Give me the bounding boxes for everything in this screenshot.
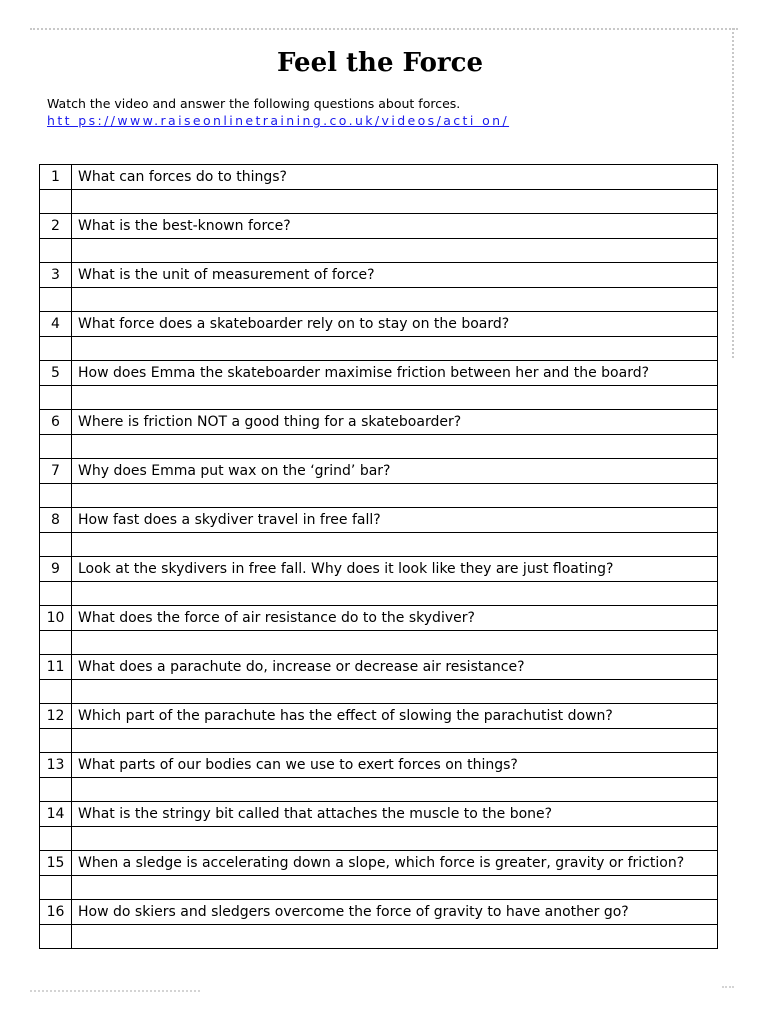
answer-row	[40, 337, 718, 361]
question-number: 5	[40, 361, 72, 386]
question-text: How does Emma the skateboarder maximise friction between her and the board?	[72, 361, 718, 386]
answer-number-cell	[40, 778, 72, 802]
answer-number-cell	[40, 582, 72, 606]
question-row	[40, 508, 718, 533]
question-row	[40, 606, 718, 631]
question-number: 3	[40, 263, 72, 288]
question-number: 11	[40, 655, 72, 680]
video-link[interactable]: htt ps://www.raiseonlinetraining.co.uk/videos/acti on/	[47, 113, 510, 128]
answer-cell[interactable]	[72, 239, 718, 263]
answer-row	[40, 778, 718, 802]
answer-row	[40, 386, 718, 410]
answer-number-cell	[40, 484, 72, 508]
question-row	[40, 655, 718, 680]
answer-row	[40, 484, 718, 508]
question-number: 2	[40, 214, 72, 239]
question-text: Where is friction NOT a good thing for a skateboarder?	[72, 410, 718, 435]
questions-table	[39, 164, 718, 949]
answer-row	[40, 925, 718, 949]
question-row	[40, 361, 718, 386]
question-text: What does the force of air resistance do to the skydiver?	[72, 606, 718, 631]
question-number: 14	[40, 802, 72, 827]
answer-cell[interactable]	[72, 288, 718, 312]
question-number: 16	[40, 900, 72, 925]
answer-row	[40, 190, 718, 214]
question-number: 13	[40, 753, 72, 778]
answer-row	[40, 876, 718, 900]
answer-cell[interactable]	[72, 386, 718, 410]
question-row	[40, 802, 718, 827]
answer-row	[40, 582, 718, 606]
answer-row	[40, 680, 718, 704]
answer-number-cell	[40, 533, 72, 557]
answer-number-cell	[40, 876, 72, 900]
question-row	[40, 263, 718, 288]
answer-cell[interactable]	[72, 778, 718, 802]
answer-cell[interactable]	[72, 484, 718, 508]
answer-row	[40, 729, 718, 753]
answer-cell[interactable]	[72, 827, 718, 851]
question-number: 6	[40, 410, 72, 435]
question-number: 7	[40, 459, 72, 484]
question-row	[40, 753, 718, 778]
answer-number-cell	[40, 631, 72, 655]
question-row	[40, 900, 718, 925]
answer-cell[interactable]	[72, 435, 718, 459]
answer-cell[interactable]	[72, 729, 718, 753]
answer-cell[interactable]	[72, 190, 718, 214]
answer-cell[interactable]	[72, 680, 718, 704]
answer-number-cell	[40, 435, 72, 459]
page-edge-bottom-right	[722, 986, 734, 988]
answer-cell[interactable]	[72, 925, 718, 949]
question-number: 9	[40, 557, 72, 582]
question-row	[40, 410, 718, 435]
answer-row	[40, 288, 718, 312]
page-edge-top	[30, 28, 738, 30]
answer-cell[interactable]	[72, 533, 718, 557]
answer-number-cell	[40, 386, 72, 410]
answer-number-cell	[40, 680, 72, 704]
question-row	[40, 165, 718, 190]
question-number: 10	[40, 606, 72, 631]
question-row	[40, 459, 718, 484]
question-text: What force does a skateboarder rely on to stay on the board?	[72, 312, 718, 337]
answer-cell[interactable]	[72, 337, 718, 361]
answer-row	[40, 533, 718, 557]
answer-number-cell	[40, 337, 72, 361]
question-text: What does a parachute do, increase or decrease air resistance?	[72, 655, 718, 680]
question-text: How fast does a skydiver travel in free fall?	[72, 508, 718, 533]
question-row	[40, 214, 718, 239]
question-row	[40, 704, 718, 729]
answer-number-cell	[40, 190, 72, 214]
question-text: When a sledge is accelerating down a slope, which force is greater, gravity or friction?	[72, 851, 718, 876]
question-text: What is the best-known force?	[72, 214, 718, 239]
answer-row	[40, 631, 718, 655]
answer-row	[40, 435, 718, 459]
question-text: What is the stringy bit called that attaches the muscle to the bone?	[72, 802, 718, 827]
answer-cell[interactable]	[72, 876, 718, 900]
question-row	[40, 312, 718, 337]
answer-number-cell	[40, 827, 72, 851]
page-edge-bottom	[30, 990, 200, 992]
question-number: 1	[40, 165, 72, 190]
question-number: 12	[40, 704, 72, 729]
question-text: Why does Emma put wax on the ‘grind’ bar?	[72, 459, 718, 484]
answer-cell[interactable]	[72, 582, 718, 606]
answer-row	[40, 827, 718, 851]
question-number: 15	[40, 851, 72, 876]
page-title: Feel the Force	[276, 48, 483, 78]
question-text: Look at the skydivers in free fall. Why does it look like they are just floating?	[72, 557, 718, 582]
question-text: How do skiers and sledgers overcome the force of gravity to have another go?	[72, 900, 718, 925]
answer-row	[40, 239, 718, 263]
instruction-text: Watch the video and answer the following questions about forces.	[47, 96, 461, 111]
question-number: 8	[40, 508, 72, 533]
question-text: What parts of our bodies can we use to exert forces on things?	[72, 753, 718, 778]
question-text: What is the unit of measurement of force?	[72, 263, 718, 288]
question-number: 4	[40, 312, 72, 337]
answer-number-cell	[40, 729, 72, 753]
answer-number-cell	[40, 239, 72, 263]
question-row	[40, 851, 718, 876]
question-text: Which part of the parachute has the effect of slowing the parachutist down?	[72, 704, 718, 729]
question-row	[40, 557, 718, 582]
questions-table-body	[40, 165, 718, 949]
answer-number-cell	[40, 925, 72, 949]
answer-number-cell	[40, 288, 72, 312]
question-text: What can forces do to things?	[72, 165, 718, 190]
answer-cell[interactable]	[72, 631, 718, 655]
